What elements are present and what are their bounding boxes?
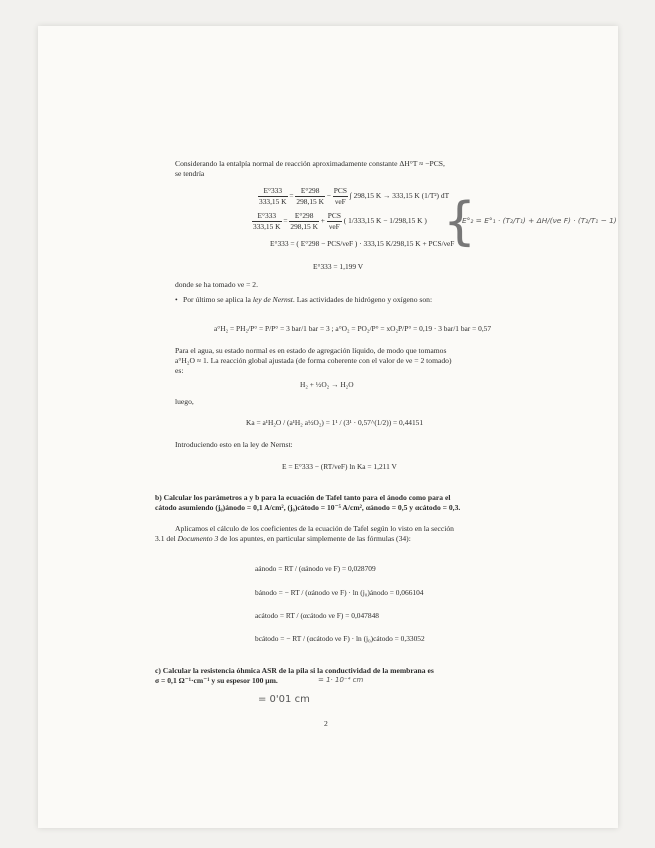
- nernst-equation: E = E°333 − (RT/νeF) ln Ka = 1,211 V: [282, 462, 397, 471]
- bullet-dot: •: [175, 295, 178, 304]
- handwritten-c-2: = 0'01 cm: [258, 694, 310, 705]
- nernst-intro: Por último se aplica la ley de Nernst. Las actividades de hidrógeno y oxígeno son:: [183, 295, 433, 304]
- equation-2: $\frac{E^\circ 333}{333,15 K}$ = $\frac{E^\circ 298}{298,15 K}$ + $\frac{\text{PCS}}{\text{νeF}}$ ( 1/333,15 K − 1/298,15 K ): [253, 211, 427, 231]
- reaction-equation: H₂ + ½O₂ → H₂O: [300, 380, 354, 389]
- tafel-intro-2: 3.1 del Documento 3 de los apuntes, en particular simplemente de las fórmulas (34):: [155, 534, 411, 543]
- intro-line-1: Considerando la entalpía normal de reacción aproximadamente constante ΔH°T ≈ −PCS,: [175, 159, 445, 168]
- page-number: 2: [324, 719, 328, 728]
- handwritten-c-1: = 1· 10⁻⁴ cm: [318, 676, 364, 684]
- luego-line: luego,: [175, 397, 194, 406]
- water-line-3: es:: [175, 366, 184, 375]
- tafel-b-anodo: bánodo = − RT / (αánodo νe F) · ln (j₀)ánodo = 0,066104: [255, 588, 424, 597]
- section-b-line-2: cátodo asumiendo (j₀)ánodo = 0,1 A/cm², (j₀)cátodo = 10⁻⁵ A/cm², αánodo = 0,5 y αcátodo = 0,3.: [155, 503, 461, 512]
- equation-1: $\frac{E^\circ 333}{333,15 K}$ = $\frac{E^\circ 298}{298,15 K}$ − $\frac{\text{PCS}}{\text{νeF}}$ ∫ 298,15 K → 333,15 K (1/T²) dT: [259, 186, 450, 206]
- introduciendo-line: Introduciendo esto en la ley de Nernst:: [175, 440, 293, 449]
- tafel-intro-1: Aplicamos el cálculo de los coeficientes de la ecuación de Tafel según lo visto en la sección: [175, 524, 454, 533]
- handwritten-note: E°₂ = E°₁ · (T₂/T₁) + ΔH/(νe F) · (T₂/T₁ − 1): [462, 216, 617, 225]
- ka-equation: Ka = a¹H₂O / (a¹H₂ a½O₂) = 1¹ / (3¹ · 0,57^(1/2)) = 0,44151: [246, 418, 424, 427]
- water-line-2: a°H₂O ≈ 1. La reacción global ajustada (de forma coherente con el valor de νe = 2 tomado): [175, 356, 452, 365]
- section-c-line-2: σ = 0,1 Ω⁻¹·cm⁻¹ y su espesor 100 μm.: [155, 676, 278, 685]
- intro-line-2: se tendría: [175, 169, 205, 178]
- activities-equation: a°H₂ = PH₂/P° = P/P° = 3 bar/1 bar = 3 ; a°O₂ = PO₂/P° = xO₂P/P° = 0,19 · 3 bar/1 bar = 0,57: [214, 324, 492, 333]
- tafel-b-catodo: bcátodo = − RT / (αcátodo νe F) · ln (j₀)cátodo = 0,33052: [255, 634, 425, 643]
- section-c-line-1: c) Calcular la resistencia óhmica ASR de la pila si la conductividad de la membrana es: [155, 666, 434, 675]
- equation-4: E°333 = 1,199 V: [313, 262, 364, 271]
- handwritten-brace: {: [443, 192, 477, 252]
- tafel-a-catodo: acátodo = RT / (αcátodo νe F) = 0,047848: [255, 611, 379, 620]
- equation-3: E°333 = ( E°298 − PCS/νeF ) · 333,15 K/298,15 K + PCS/νeF: [270, 239, 455, 248]
- tafel-a-anodo: aánodo = RT / (αánodo νe F) = 0,028709: [255, 564, 376, 573]
- section-b-line-1: b) Calcular los parámetros a y b para la ecuación de Tafel tanto para el ánodo como para el: [155, 493, 451, 502]
- donde-line: donde se ha tomado νe = 2.: [175, 280, 259, 289]
- water-line-1: Para el agua, su estado normal es en estado de agregación líquido, de modo que tomamos: [175, 346, 447, 355]
